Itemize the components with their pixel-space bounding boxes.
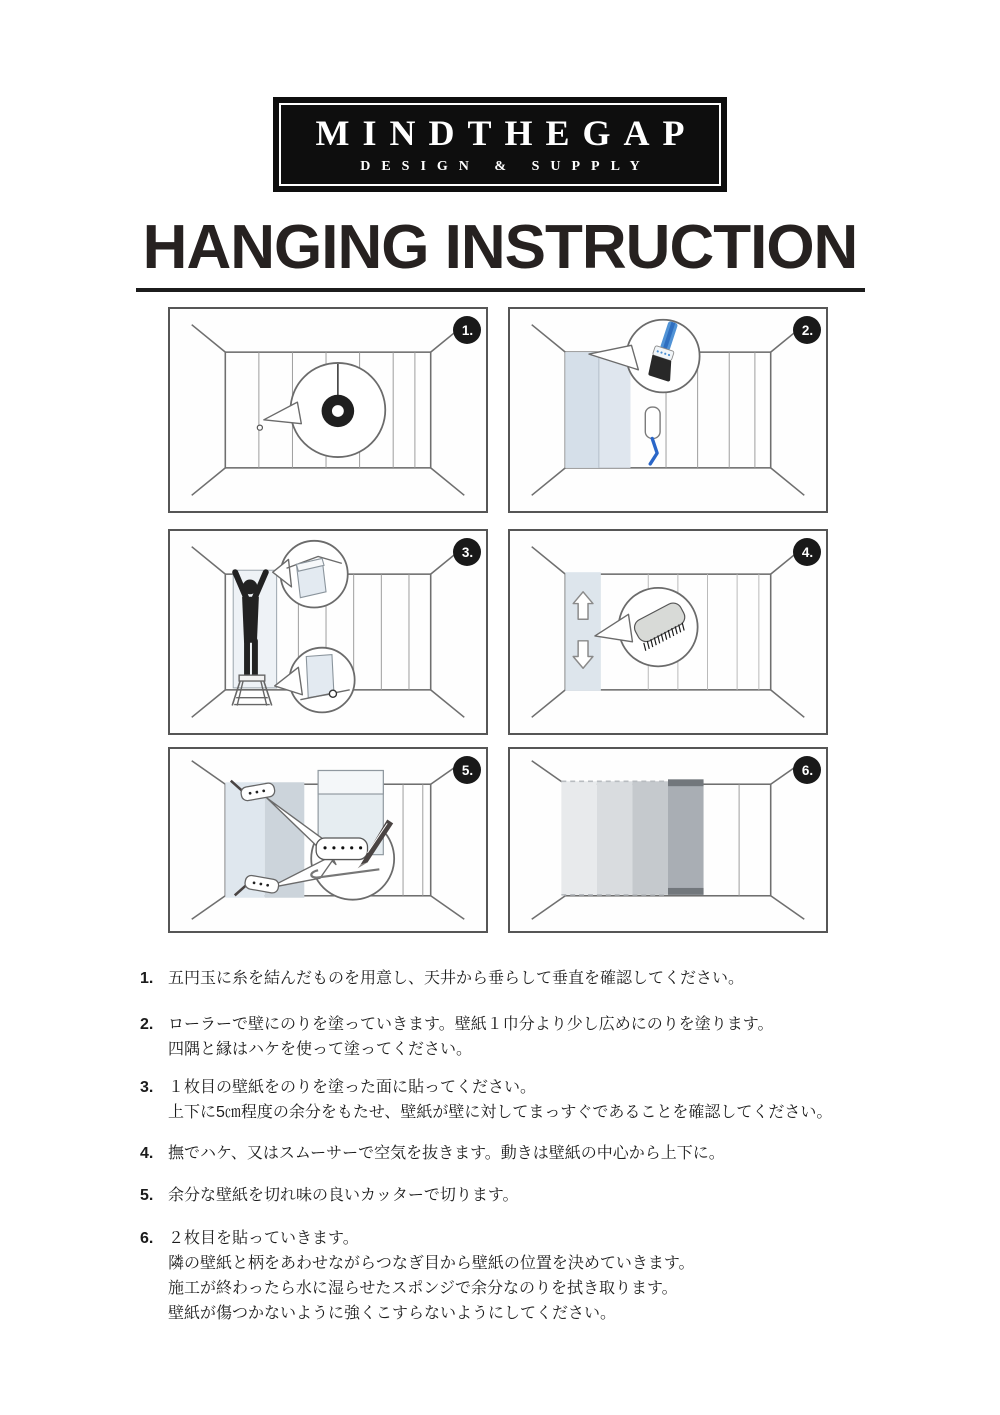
paint-roller-icon	[645, 407, 660, 464]
panel-step-3	[168, 529, 488, 735]
panel-step-6	[508, 747, 828, 933]
brand-name: MINDTHEGAP	[315, 113, 698, 153]
instruction-number: 4.	[140, 1145, 154, 1162]
wallpaper-strips-icon	[561, 779, 703, 894]
instruction-item	[168, 1226, 910, 1326]
brand-tagline: DESIGN & SUPPLY	[360, 159, 651, 174]
instruction-line: １枚目の壁紙をのりを塗った面に貼ってください。	[168, 1079, 537, 1096]
page-title: HANGING INSTRUCTION	[142, 213, 858, 282]
hung-strip	[565, 572, 601, 691]
instruction-number: 6.	[140, 1230, 154, 1247]
instruction-number: 1.	[140, 970, 154, 987]
brand-logo	[273, 97, 727, 192]
step-number-badge: 2.	[793, 316, 821, 344]
panel-step-1	[168, 307, 488, 513]
instruction-item	[168, 1075, 910, 1125]
instruction-line: 撫でハケ、又はスムーサーで空気を抜きます。動きは壁紙の中心から上下に。	[168, 1145, 725, 1162]
excess-strip-fold	[318, 771, 383, 794]
step-6-illustration	[510, 749, 826, 931]
instruction-line: 五円玉に糸を結んだものを用意し、天井から垂らして垂直を確認してください。	[168, 970, 745, 987]
callout-pointer	[264, 402, 302, 424]
brand-logo-frame	[279, 103, 721, 186]
step-4-illustration	[510, 531, 826, 733]
instruction-line: 余分な壁紙を切れ味の良いカッターで切ります。	[168, 1187, 519, 1204]
instruction-item	[168, 966, 910, 991]
panel-step-5	[168, 747, 488, 933]
step-3-illustration	[170, 531, 486, 733]
instruction-line: 施工が終わったら水に湿らせたスポンジで余分なのりを拭き取ります。	[168, 1280, 678, 1297]
instruction-line: 上下に5㎝程度の余分をもたせ、壁紙が壁に対してまっすぐであることを確認してください。	[168, 1104, 833, 1121]
instruction-line: ローラーで壁にのりを塗っていきます。壁紙１巾分より少し広めにのりを塗ります。	[168, 1016, 774, 1033]
instruction-number: 5.	[140, 1187, 154, 1204]
panel-step-4	[508, 529, 828, 735]
instruction-item	[168, 1141, 910, 1166]
pasted-area	[565, 352, 630, 468]
instruction-item	[168, 1183, 910, 1208]
instruction-item	[168, 1012, 910, 1062]
step-1-illustration	[170, 309, 486, 511]
step-number-badge: 5.	[453, 756, 481, 784]
step-number-badge: 4.	[793, 538, 821, 566]
instruction-number: 2.	[140, 1016, 154, 1033]
instruction-line: 四隅と縁はハケを使って塗ってください。	[168, 1041, 473, 1058]
step-5-illustration	[170, 749, 486, 931]
instruction-line: ２枚目を貼っていきます。	[168, 1230, 359, 1247]
instruction-line: 隣の壁紙と柄をあわせながらつなぎ目から壁紙の位置を決めていきます。	[168, 1255, 695, 1272]
instruction-line: 壁紙が傷つかないように強くこすらないようにしてください。	[168, 1305, 617, 1322]
title-underline	[136, 288, 865, 292]
step-number-badge: 3.	[453, 538, 481, 566]
panel-step-2	[508, 307, 828, 513]
step-2-illustration	[510, 309, 826, 511]
plumb-mark-dot	[257, 425, 262, 430]
instruction-number: 3.	[140, 1079, 154, 1096]
step-number-badge: 6.	[793, 756, 821, 784]
step-number-badge: 1.	[453, 316, 481, 344]
